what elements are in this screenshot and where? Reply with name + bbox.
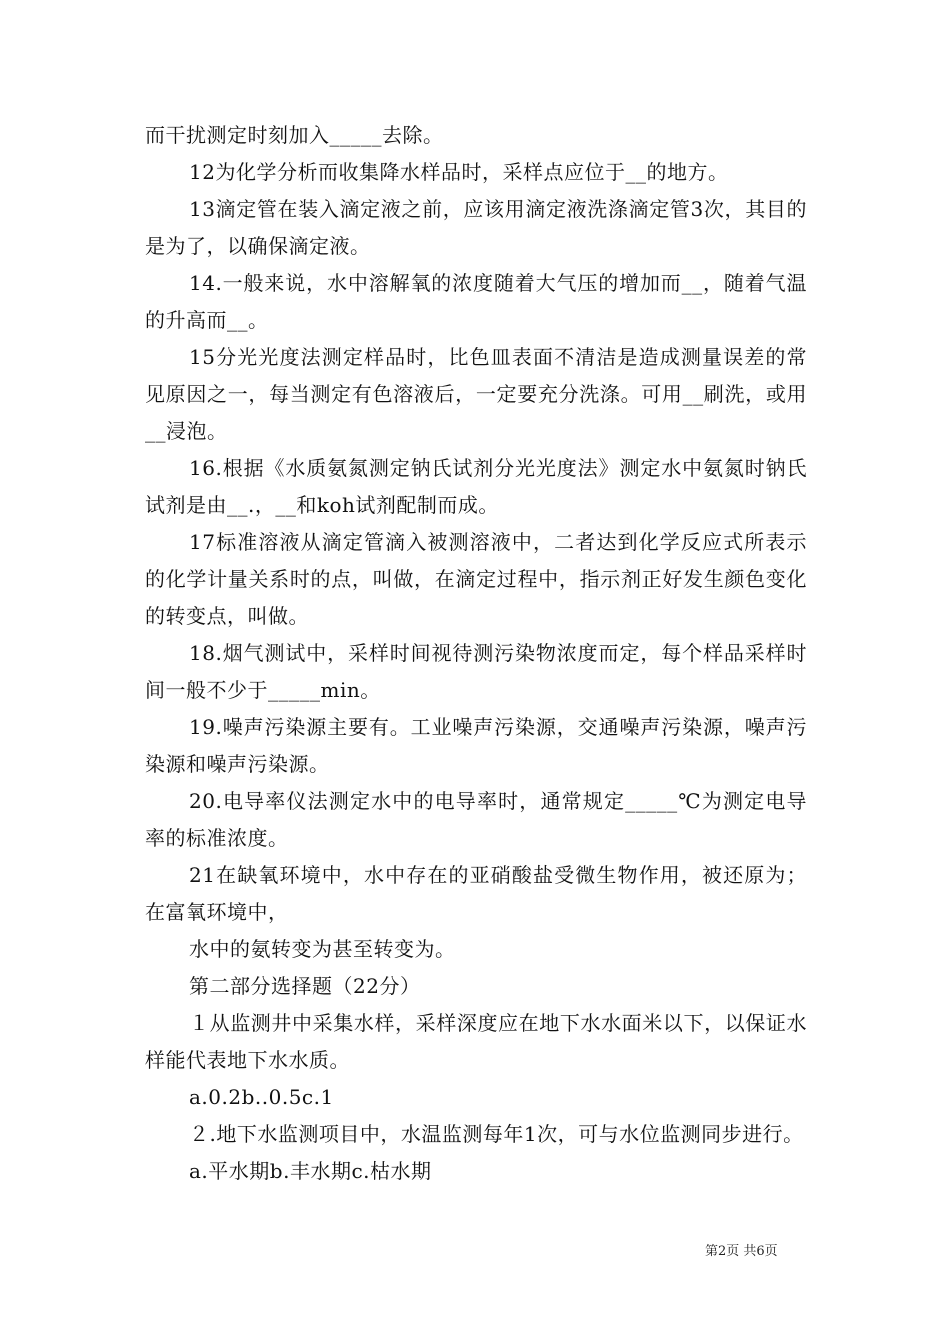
paragraph: 20.电导率仪法测定水中的电导率时，通常规定_____℃为测定电导率的标准浓度。 [145, 789, 807, 850]
paragraph: 13滴定管在装入滴定液之前，应该用滴定液洗涤滴定管3次，其目的是为了，以确保滴定液。 [145, 197, 807, 258]
paragraph: 15分光光度法测定样品时，比色皿表面不清洁是造成测量误差的常见原因之一，每当测定有色溶液后，一定要充分洗涤。可用__刷洗，或用__浸泡。 [145, 345, 807, 443]
answer-options: a.0.2b..0.5c.1 [189, 1085, 334, 1109]
question: ２.地下水监测项目中，水温监测每年1次，可与水位监测同步进行。 [189, 1122, 804, 1146]
paragraph: 18.烟气测试中，采样时间视待测污染物浓度而定，每个样品采样时间一般不少于_____min。 [145, 641, 807, 702]
answer-options: a.平水期b.丰水期c.枯水期 [189, 1159, 432, 1183]
paragraph: 14.一般来说，水中溶解氧的浓度随着大气压的增加而__，随着气温的升高而__。 [145, 271, 807, 332]
document-body [145, 117, 807, 1190]
paragraph: 而干扰测定时刻加入_____去除。 [145, 123, 444, 147]
question: １从监测井中采集水样，采样深度应在地下水水面米以下，以保证水样能代表地下水水质。 [145, 1011, 807, 1072]
page-number: 第2页 共6页 [705, 1244, 778, 1259]
paragraph: 21在缺氧环境中，水中存在的亚硝酸盐受微生物作用，被还原为；在富氧环境中， [145, 863, 807, 924]
paragraph: 12为化学分析而收集降水样品时，采样点应位于__的地方。 [189, 160, 729, 184]
paragraph: 水中的氨转变为甚至转变为。 [189, 937, 456, 961]
paragraph: 19.噪声污染源主要有。工业噪声污染源，交通噪声污染源，噪声污染源和噪声污染源。 [145, 715, 807, 776]
section-heading: 第二部分选择题（22分） [189, 974, 421, 998]
paragraph: 17标准溶液从滴定管滴入被测溶液中，二者达到化学反应式所表示的化学计量关系时的点，叫做，在滴定过程中，指示剂正好发生颜色变化的转变点，叫做。 [145, 530, 807, 628]
paragraph: 16.根据《水质氨氮测定钠氏试剂分光光度法》测定水中氨氮时钠氏试剂是由__.，__和koh试剂配制而成。 [145, 456, 807, 517]
